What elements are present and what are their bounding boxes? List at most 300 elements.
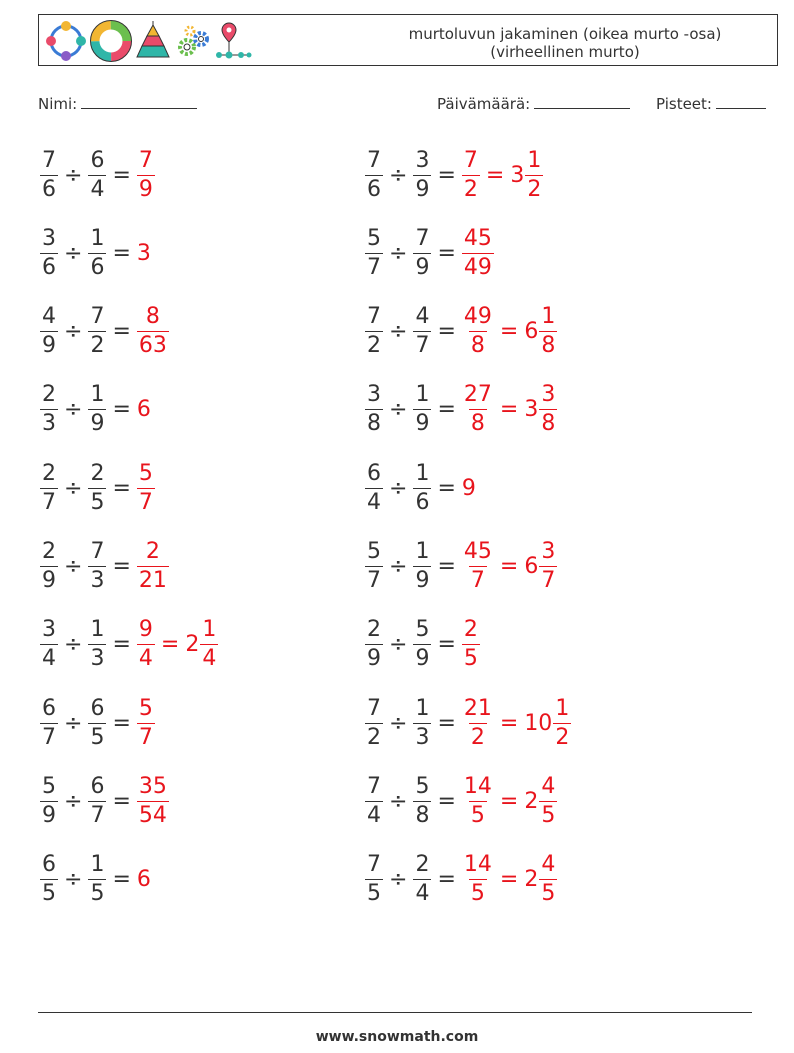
denominator: 5	[541, 802, 556, 828]
denominator: 2	[90, 333, 105, 359]
fraction	[539, 773, 557, 828]
denominator: 2	[555, 724, 570, 750]
numerator: 1	[555, 695, 570, 721]
numerator: 1	[415, 460, 430, 486]
numerator: 4	[42, 304, 56, 330]
mixed-whole: 2	[185, 632, 200, 658]
problem-18	[365, 771, 557, 831]
fraction	[413, 384, 431, 435]
numerator: 3	[541, 382, 556, 408]
denominator: 3	[415, 724, 430, 750]
score-field[interactable]	[656, 95, 766, 113]
equals-sign: =	[112, 710, 131, 736]
fraction	[40, 773, 58, 828]
mixed-whole: 2	[524, 788, 539, 814]
mixed-whole: 3	[524, 397, 539, 423]
problem-4	[365, 223, 494, 283]
answer	[137, 695, 155, 750]
fraction	[137, 306, 169, 357]
denominator: 2	[470, 724, 485, 750]
fraction	[413, 541, 431, 592]
denominator: 9	[367, 646, 381, 672]
numerator: 3	[541, 539, 556, 564]
numerator: 3	[415, 147, 430, 173]
numerator: 45	[463, 225, 492, 251]
fraction	[40, 541, 58, 592]
equals-sign: =	[112, 867, 131, 893]
fraction	[365, 147, 383, 202]
divide-sign: ÷	[64, 319, 83, 345]
equals-sign: =	[437, 632, 456, 658]
fraction	[137, 619, 155, 670]
fraction	[88, 695, 106, 750]
fraction	[413, 460, 431, 515]
numerator: 6	[42, 852, 56, 878]
mixed-whole: 6	[524, 554, 539, 579]
problem-3	[40, 223, 151, 283]
numerator: 27	[463, 382, 492, 408]
fraction	[88, 460, 106, 515]
divide-sign: ÷	[64, 397, 83, 423]
numerator: 7	[367, 852, 381, 878]
denominator: 7	[138, 724, 153, 750]
title-line-2: (virheellinen murto)	[490, 43, 640, 61]
numerator: 6	[90, 147, 105, 173]
numerator: 4	[415, 304, 430, 330]
answer	[137, 147, 155, 202]
footer-divider	[38, 1012, 752, 1013]
fraction	[365, 460, 383, 515]
fraction	[413, 225, 431, 280]
divide-sign: ÷	[389, 788, 408, 814]
fraction	[40, 384, 58, 435]
fraction	[539, 384, 557, 435]
problem-19	[40, 850, 151, 910]
denominator: 4	[202, 646, 217, 672]
equals-sign: =	[112, 162, 131, 188]
name-blank[interactable]	[81, 107, 197, 109]
answer	[462, 773, 557, 828]
denominator: 4	[367, 802, 381, 828]
denominator: 2	[463, 176, 478, 202]
equals-sign: =	[112, 475, 131, 501]
denominator: 6	[42, 176, 56, 202]
denominator: 9	[42, 802, 56, 828]
equals-sign: =	[112, 788, 131, 814]
fraction	[40, 854, 58, 905]
answer-integer: 9	[461, 475, 476, 501]
answer	[462, 147, 543, 202]
people-cycle-icon	[43, 19, 89, 63]
fraction	[40, 460, 58, 515]
divide-sign: ÷	[389, 632, 408, 658]
denominator: 3	[42, 411, 56, 437]
divide-sign: ÷	[389, 554, 408, 579]
numerator: 2	[463, 617, 478, 643]
numerator: 7	[90, 304, 105, 330]
fraction	[413, 773, 431, 828]
denominator: 7	[42, 489, 56, 515]
numerator: 5	[138, 695, 153, 721]
equals-sign: =	[437, 710, 456, 736]
numerator: 6	[90, 695, 105, 721]
denominator: 2	[367, 333, 381, 359]
fraction	[365, 695, 383, 750]
answer	[137, 541, 169, 592]
denominator: 7	[138, 489, 153, 515]
answer	[137, 241, 151, 266]
fraction	[413, 619, 431, 670]
denominator: 9	[138, 176, 153, 202]
numerator: 4	[541, 852, 556, 878]
numerator: 7	[367, 773, 381, 799]
denominator: 2	[527, 176, 542, 202]
denominator: 49	[463, 254, 492, 280]
denominator: 7	[367, 254, 381, 280]
denominator: 7	[415, 333, 430, 359]
numerator: 5	[138, 460, 153, 486]
fraction	[462, 773, 494, 828]
divide-sign: ÷	[64, 240, 83, 266]
fraction	[462, 695, 494, 750]
fraction	[88, 225, 106, 280]
fraction	[365, 306, 383, 357]
fraction	[137, 460, 155, 515]
denominator: 4	[138, 646, 153, 672]
numerator: 1	[90, 617, 105, 643]
denominator: 3	[90, 568, 105, 593]
numerator: 7	[367, 304, 381, 330]
answer-integer: 6	[136, 867, 151, 893]
numerator: 2	[90, 460, 105, 486]
problem-13	[40, 615, 218, 675]
denominator: 9	[415, 411, 430, 437]
answer	[137, 460, 155, 515]
equals-sign: =	[499, 319, 519, 345]
numerator: 2	[42, 539, 56, 564]
numerator: 2	[145, 539, 160, 564]
numerator: 6	[90, 773, 105, 799]
fraction	[88, 384, 106, 435]
denominator: 4	[90, 176, 105, 202]
score-blank[interactable]	[716, 107, 766, 109]
score-label: Pisteet:	[656, 95, 712, 113]
denominator: 4	[42, 646, 56, 672]
numerator: 2	[415, 852, 430, 878]
answer	[137, 306, 169, 357]
fraction	[525, 147, 543, 202]
numerator: 3	[42, 225, 56, 251]
donut-chart-icon	[89, 19, 133, 63]
answer	[137, 773, 169, 828]
problem-14	[365, 615, 480, 675]
equals-sign: =	[437, 397, 456, 423]
header-icons	[43, 19, 255, 63]
answer	[137, 867, 151, 892]
numerator: 7	[42, 147, 56, 173]
answer	[462, 476, 476, 501]
fraction	[365, 384, 383, 435]
problem-9	[40, 458, 155, 518]
divide-sign: ÷	[64, 710, 83, 736]
numerator: 7	[463, 147, 478, 173]
fraction	[462, 854, 494, 905]
divide-sign: ÷	[64, 475, 83, 501]
worksheet-title	[375, 25, 755, 61]
problem-20	[365, 850, 557, 910]
fraction	[365, 854, 383, 905]
equals-sign: =	[499, 710, 519, 736]
numerator: 5	[415, 773, 430, 799]
equals-sign: =	[437, 319, 456, 345]
fraction	[462, 619, 480, 670]
problem-17	[40, 771, 169, 831]
denominator: 9	[42, 333, 56, 359]
denominator: 8	[367, 411, 381, 437]
equals-sign: =	[499, 788, 519, 814]
denominator: 4	[415, 881, 430, 907]
answer	[462, 384, 557, 435]
numerator: 2	[42, 460, 56, 486]
answer	[462, 619, 480, 670]
fraction	[413, 306, 431, 357]
numerator: 14	[463, 773, 492, 799]
fraction	[200, 619, 218, 670]
denominator: 9	[42, 568, 56, 593]
denominator: 21	[138, 568, 167, 593]
equals-sign: =	[499, 554, 519, 579]
denominator: 8	[470, 411, 485, 437]
answer-integer: 3	[136, 240, 151, 266]
mixed-whole: 10	[524, 710, 553, 736]
fraction	[88, 147, 106, 202]
numerator: 3	[367, 382, 381, 408]
problem-8	[365, 380, 557, 440]
problem-5	[40, 302, 169, 362]
fraction	[88, 773, 106, 828]
fraction	[40, 147, 58, 202]
location-network-icon	[215, 19, 255, 63]
fraction	[365, 541, 383, 592]
denominator: 7	[541, 568, 556, 593]
denominator: 9	[415, 568, 430, 593]
numerator: 6	[367, 460, 381, 486]
denominator: 9	[415, 176, 430, 202]
fraction	[553, 695, 571, 750]
denominator: 6	[415, 489, 430, 515]
denominator: 5	[90, 881, 105, 907]
date-blank[interactable]	[534, 107, 630, 109]
denominator: 8	[415, 802, 430, 828]
numerator: 2	[367, 617, 381, 643]
fraction	[137, 541, 169, 592]
fraction	[88, 541, 106, 592]
denominator: 7	[470, 568, 485, 593]
denominator: 5	[541, 881, 556, 907]
divide-sign: ÷	[64, 788, 83, 814]
denominator: 6	[90, 254, 105, 280]
numerator: 2	[42, 382, 56, 408]
divide-sign: ÷	[389, 240, 408, 266]
equals-sign: =	[437, 475, 456, 501]
equals-sign: =	[112, 632, 131, 658]
numerator: 3	[42, 617, 56, 643]
problem-2	[365, 145, 543, 205]
fraction	[137, 695, 155, 750]
denominator: 5	[90, 724, 105, 750]
numerator: 5	[367, 225, 381, 251]
divide-sign: ÷	[64, 867, 83, 893]
divide-sign: ÷	[389, 319, 408, 345]
problem-15	[40, 693, 155, 753]
fraction	[365, 225, 383, 280]
fraction	[88, 306, 106, 357]
title-line-1: murtoluvun jakaminen (oikea murto -osa)	[408, 25, 722, 43]
numerator: 49	[463, 304, 492, 330]
numerator: 4	[541, 773, 556, 799]
fraction	[413, 854, 431, 905]
denominator: 5	[470, 881, 485, 907]
divide-sign: ÷	[389, 867, 408, 893]
problem-12	[365, 537, 557, 597]
fraction	[137, 147, 155, 202]
numerator: 1	[415, 539, 430, 564]
numerator: 45	[463, 539, 492, 564]
fraction	[462, 306, 494, 357]
answer	[462, 541, 557, 592]
equals-sign: =	[437, 788, 456, 814]
divide-sign: ÷	[389, 710, 408, 736]
answer-integer: 6	[136, 397, 151, 423]
equals-sign: =	[437, 867, 456, 893]
equals-sign: =	[112, 397, 131, 423]
divide-sign: ÷	[389, 475, 408, 501]
divide-sign: ÷	[64, 632, 83, 658]
denominator: 6	[42, 254, 56, 280]
divide-sign: ÷	[389, 162, 408, 188]
denominator: 8	[541, 411, 556, 437]
equals-sign: =	[437, 162, 456, 188]
gears-icon	[173, 19, 215, 63]
date-field[interactable]	[437, 95, 630, 113]
fraction	[40, 306, 58, 357]
fraction	[365, 773, 383, 828]
problem-10	[365, 458, 476, 518]
numerator: 5	[367, 539, 381, 564]
fraction	[88, 854, 106, 905]
numerator: 1	[202, 617, 217, 643]
worksheet-header	[38, 14, 778, 66]
fraction	[137, 773, 169, 828]
fraction	[40, 225, 58, 280]
problem-11	[40, 537, 169, 597]
numerator: 7	[415, 225, 430, 251]
fraction	[88, 619, 106, 670]
equals-sign: =	[112, 319, 131, 345]
numerator: 5	[42, 773, 56, 799]
numerator: 1	[90, 225, 105, 251]
mixed-whole: 2	[524, 867, 539, 893]
answer	[462, 854, 557, 905]
fraction	[462, 541, 494, 592]
denominator: 63	[138, 333, 167, 359]
numerator: 6	[42, 695, 56, 721]
date-label: Päivämäärä:	[437, 95, 531, 113]
footer-url: www.snowmath.com	[315, 1029, 479, 1045]
denominator: 5	[470, 802, 485, 828]
name-label: Nimi:	[38, 95, 78, 113]
fraction	[462, 225, 494, 280]
answer	[462, 306, 557, 357]
numerator: 1	[527, 147, 542, 173]
denominator: 2	[367, 724, 381, 750]
equals-sign: =	[112, 240, 131, 266]
denominator: 6	[367, 176, 381, 202]
numerator: 7	[138, 147, 153, 173]
fraction	[539, 306, 557, 357]
fraction	[462, 147, 480, 202]
fraction	[413, 147, 431, 202]
problem-6	[365, 302, 557, 362]
equals-sign: =	[499, 867, 519, 893]
denominator: 4	[367, 489, 381, 515]
fraction	[539, 541, 557, 592]
denominator: 5	[90, 489, 105, 515]
fraction	[539, 854, 557, 905]
numerator: 1	[541, 304, 556, 330]
denominator: 7	[42, 724, 56, 750]
equals-sign: =	[437, 554, 456, 579]
fraction	[40, 619, 58, 670]
denominator: 7	[90, 802, 105, 828]
equals-sign: =	[437, 240, 456, 266]
numerator: 1	[415, 695, 430, 721]
fraction	[40, 695, 58, 750]
denominator: 5	[367, 881, 381, 907]
problem-1	[40, 145, 155, 205]
divide-sign: ÷	[64, 162, 83, 188]
numerator: 7	[367, 147, 381, 173]
numerator: 9	[138, 617, 153, 643]
mixed-whole: 6	[524, 319, 539, 345]
numerator: 35	[138, 773, 167, 799]
denominator: 5	[463, 646, 478, 672]
equals-sign: =	[485, 162, 505, 188]
name-field[interactable]	[38, 95, 197, 113]
numerator: 21	[463, 695, 492, 721]
divide-sign: ÷	[389, 397, 408, 423]
denominator: 5	[42, 881, 56, 907]
answer	[137, 397, 151, 422]
denominator: 9	[415, 254, 430, 280]
problem-7	[40, 380, 151, 440]
fraction	[365, 619, 383, 670]
fraction	[413, 695, 431, 750]
divide-sign: ÷	[64, 554, 83, 579]
denominator: 9	[90, 411, 105, 437]
numerator: 8	[145, 304, 160, 330]
numerator: 7	[367, 695, 381, 721]
numerator: 7	[90, 539, 105, 564]
fraction	[462, 384, 494, 435]
denominator: 9	[415, 646, 430, 672]
mixed-whole: 3	[510, 162, 525, 188]
denominator: 8	[470, 333, 485, 359]
problem-16	[365, 693, 571, 753]
equals-sign: =	[499, 397, 519, 423]
answer	[137, 619, 218, 670]
numerator: 14	[463, 852, 492, 878]
